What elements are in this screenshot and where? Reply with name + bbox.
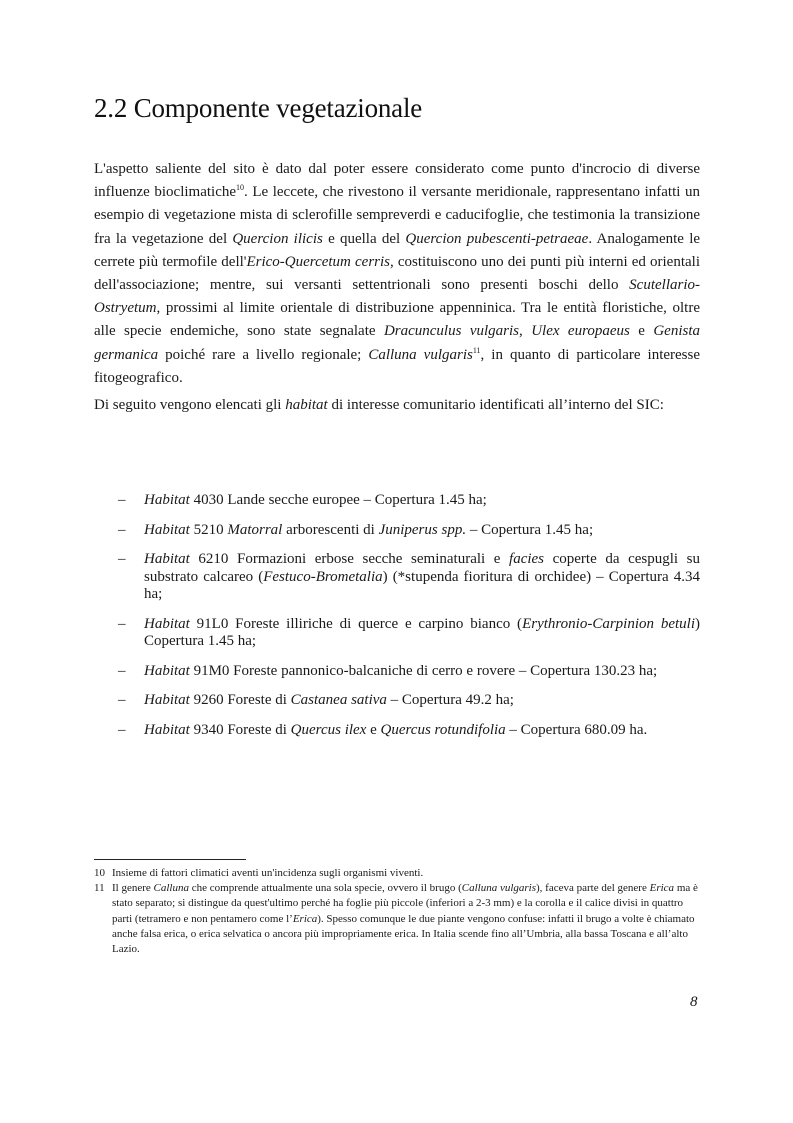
italic-term: Habitat: [144, 692, 190, 708]
italic-term: Erythronio-Carpinion betuli: [522, 615, 696, 632]
italic-term: Habitat: [144, 662, 190, 679]
list-dash: –: [118, 615, 126, 632]
list-item: [118, 722, 700, 740]
footnote-10: [94, 866, 700, 881]
list-item-text: Habitat 91L0 Foreste illiriche di querce e carpino bianco (Erythronio-Carpinion betuli) Copertura 1.45 ha;: [144, 615, 701, 649]
footnote-text: Il genere Calluna che comprende attualmente una sola specie, ovvero il brugo (Calluna vulgaris), faceva parte del genere Erica ma è stato separato; si distingue da quest'ultimo perché ha foglie più piccole (inferiori a 2-3 mm) e la corolla e il calice divisi in quattro parti (tetramero e non pentamero come l’Erica). Spesso comunque le due piante vengono confuse: infatti il brugo a volte è chiamato anche falsa erica, o erica selvatica o ancora più impropriamente erica. In Italia scende fino all’Umbria, alla bassa Toscana e all’alto Lazio.: [112, 882, 698, 956]
italic-term: Quercus rotundifolia: [380, 721, 506, 738]
list-item-text: Habitat 9340 Foreste di Quercus ilex e Quercus rotundifolia – Copertura 680.09 ha.: [144, 721, 648, 738]
list-item: [118, 522, 700, 540]
italic-term: habitat: [285, 397, 328, 414]
habitat-list: [118, 492, 700, 751]
italic-term: Erico-Quercetum cerris: [246, 253, 391, 270]
italic-term: Juniperus spp.: [378, 521, 467, 538]
page-number: 8: [690, 994, 698, 1010]
footnotes: [94, 866, 700, 957]
paragraph-site-description: L'aspetto saliente del sito è dato dal poter essere considerato come punto d'incrocio di diverse influenze bioclimatiche$^{10}$. Le leccete, che rivestono il versante meridionale, rappresentano infatti un esempio di vegetazione mista di sclerofille sempreverdi e caducifoglie, che testimonia la transizione fra la vegetazione del Quercion ilicis e quella del Quercion pubescenti-petraeae. Analogamente le cerrete più termofile dell'Erico-Quercetum cerris, costituiscono uno dei punti più interni ed orientali dell'associazione; mentre, sui versanti settentrionali sono presenti boschi dello Scutellario-Ostryetum, prossimi al limite orientale di distribuzione appenninica. Tra le entità floristiche, oltre alle specie endemiche, sono state segnalate Dracunculus vulgaris, Ulex europaeus e Genista germanica poiché rare a livello regionale; Calluna vulgaris$^{11}$, in quanto di particolare interesse fitogeografico.: [94, 161, 701, 386]
italic-term: Quercus ilex: [290, 721, 367, 738]
italic-term: Festuco-Brometalia: [263, 568, 383, 585]
italic-term: Dracunculus vulgaris: [383, 323, 520, 340]
list-dash: –: [118, 492, 126, 508]
list-dash: –: [118, 551, 126, 567]
italic-term: Erica: [649, 882, 675, 895]
italic-term: Habitat: [144, 551, 190, 567]
list-dash: –: [118, 662, 126, 679]
footnote-ref: 11: [472, 345, 481, 355]
list-item: [118, 551, 700, 604]
italic-term: Calluna vulgaris: [461, 882, 537, 895]
italic-term: Calluna vulgaris: [368, 346, 473, 363]
footnote-number: 10: [94, 867, 105, 879]
italic-term: Erica: [292, 912, 318, 925]
paragraph-habitat-intro: Di seguito vengono elencati gli habitat di interesse comunitario identificati all’interno del SIC:: [94, 397, 664, 414]
italic-term: facies: [509, 551, 545, 567]
footnote-number: 11: [94, 882, 105, 895]
footnote-divider: [94, 859, 246, 860]
italic-term: Ulex europaeus: [531, 323, 630, 340]
section-heading: 2.2 Componente vegetazionale: [94, 93, 423, 123]
list-item-text: Habitat 91M0 Foreste pannonico-balcaniche di cerro e rovere – Copertura 130.23 ha;: [144, 662, 658, 679]
footnote-text: Insieme di fattori climatici aventi un'incidenza sugli organismi viventi.: [112, 867, 424, 879]
list-item: [118, 492, 700, 510]
body-text: [94, 158, 700, 417]
italic-term: Habitat: [144, 492, 190, 508]
italic-term: Habitat: [144, 721, 190, 738]
list-item-text: Habitat 9260 Foreste di Castanea sativa – Copertura 49.2 ha;: [144, 692, 514, 708]
list-item: [118, 663, 700, 681]
list-dash: –: [118, 721, 126, 738]
italic-term: Calluna: [153, 882, 189, 895]
list-item-text: Habitat 5210 Matorral arborescenti di Juniperus spp. – Copertura 1.45 ha;: [144, 521, 594, 538]
italic-term: Genista germanica: [94, 323, 701, 363]
italic-term: Matorral: [227, 521, 283, 538]
italic-term: Habitat: [144, 615, 190, 632]
italic-term: Scutellario-Ostryetum: [94, 277, 700, 317]
list-item: [118, 692, 700, 710]
footnote-11: [94, 881, 700, 957]
list-item: [118, 616, 700, 651]
list-item-text: Habitat 4030 Lande secche europee – Copertura 1.45 ha;: [144, 492, 487, 508]
italic-term: Castanea sativa: [290, 692, 387, 708]
italic-term: Habitat: [144, 521, 190, 538]
list-item-text: Habitat 6210 Formazioni erbose secche seminaturali e facies coperte da cespugli su substrato calcareo (Festuco-Brometalia) (*stupenda fioritura di orchidee) – Copertura 4.34 ha;: [144, 551, 700, 602]
italic-term: Quercion ilicis: [232, 230, 323, 247]
italic-term: Quercion pubescenti-petraeae: [405, 230, 589, 247]
footnote-ref: 10: [236, 183, 245, 193]
list-dash: –: [118, 521, 126, 538]
list-dash: –: [118, 692, 126, 708]
